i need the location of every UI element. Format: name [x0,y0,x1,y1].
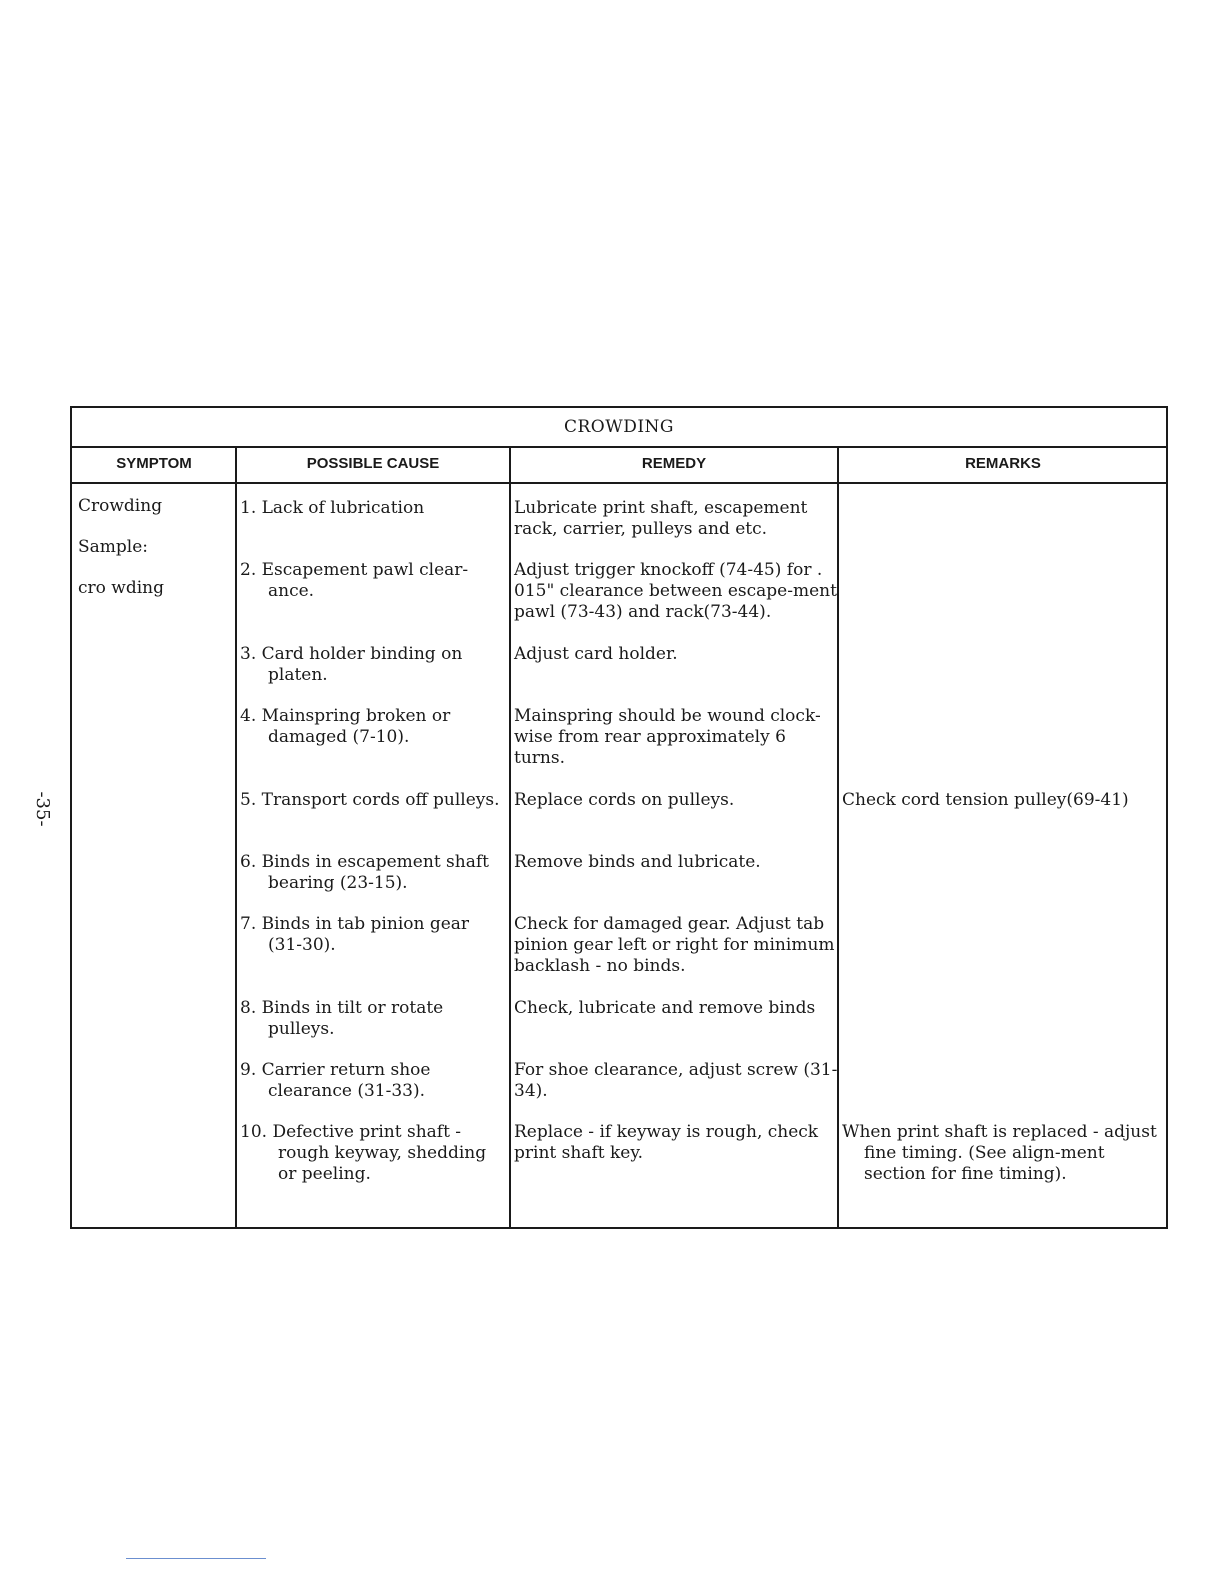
sample-label: Sample: [78,537,149,557]
remedy-text: Adjust card holder. [514,644,678,664]
header-possible-cause: POSSIBLE CAUSE [306,455,440,472]
column-divider [235,446,237,1227]
remedy-text: Replace cords on pulleys. [514,790,735,810]
cause-text: 9. Carrier return shoe clearance (31-33). [240,1060,431,1101]
remedy-text: Check, lubricate and remove binds [514,998,816,1018]
cause-text: 2. Escapement pawl clear-ance. [240,560,469,601]
cause-text: 6. Binds in escapement shaft bearing (23-15). [240,852,489,893]
cause-text: 3. Card holder binding on platen. [240,644,463,685]
column-divider [509,446,511,1227]
symptom-cell [78,496,228,619]
remarks-text: Check cord tension pulley(69-41) [842,790,1129,810]
remedy-text: Check for damaged gear. Adjust tab pinion gear left or right for minimum backlash - no binds. [514,914,835,976]
cause-text: 5. Transport cords off pulleys. [240,790,500,810]
remedy-text: For shoe clearance, adjust screw (31-34). [514,1060,838,1101]
footnote-rule [126,1558,266,1559]
cause-text: 1. Lack of lubrication [240,498,425,518]
cause-text: 7. Binds in tab pinion gear (31-30). [240,914,470,955]
header-symptom: SYMPTOM [116,455,192,472]
sample-text: cro wding [78,578,164,598]
remedy-text: Remove binds and lubricate. [514,852,761,872]
cause-text: 8. Binds in tilt or rotate pulleys. [240,998,444,1039]
remedy-text: Mainspring should be wound clock-wise from rear approximately 6 turns. [514,706,821,768]
remedy-text: Adjust trigger knockoff (74-45) for . 015" clearance between escape-ment pawl (73-43) and rack(73-44). [514,560,837,622]
table-title: CROWDING [72,408,1166,448]
header-remedy: REMEDY [641,455,707,472]
remedy-text: Replace - if keyway is rough, check print shaft key. [514,1122,819,1163]
header-remarks: REMARKS [965,455,1041,472]
troubleshooting-table [70,406,1168,1229]
symptom-name: Crowding [78,496,163,516]
remarks-text: When print shaft is replaced - adjust fine timing. (See align-ment section for fine timing). [842,1122,1157,1184]
cause-text: 10. Defective print shaft - rough keyway, shedding or peeling. [240,1122,487,1184]
page-number: -35- [32,791,53,827]
cause-text: 4. Mainspring broken or damaged (7-10). [240,706,451,747]
remedy-text: Lubricate print shaft, escapement rack, carrier, pulleys and etc. [514,498,808,539]
